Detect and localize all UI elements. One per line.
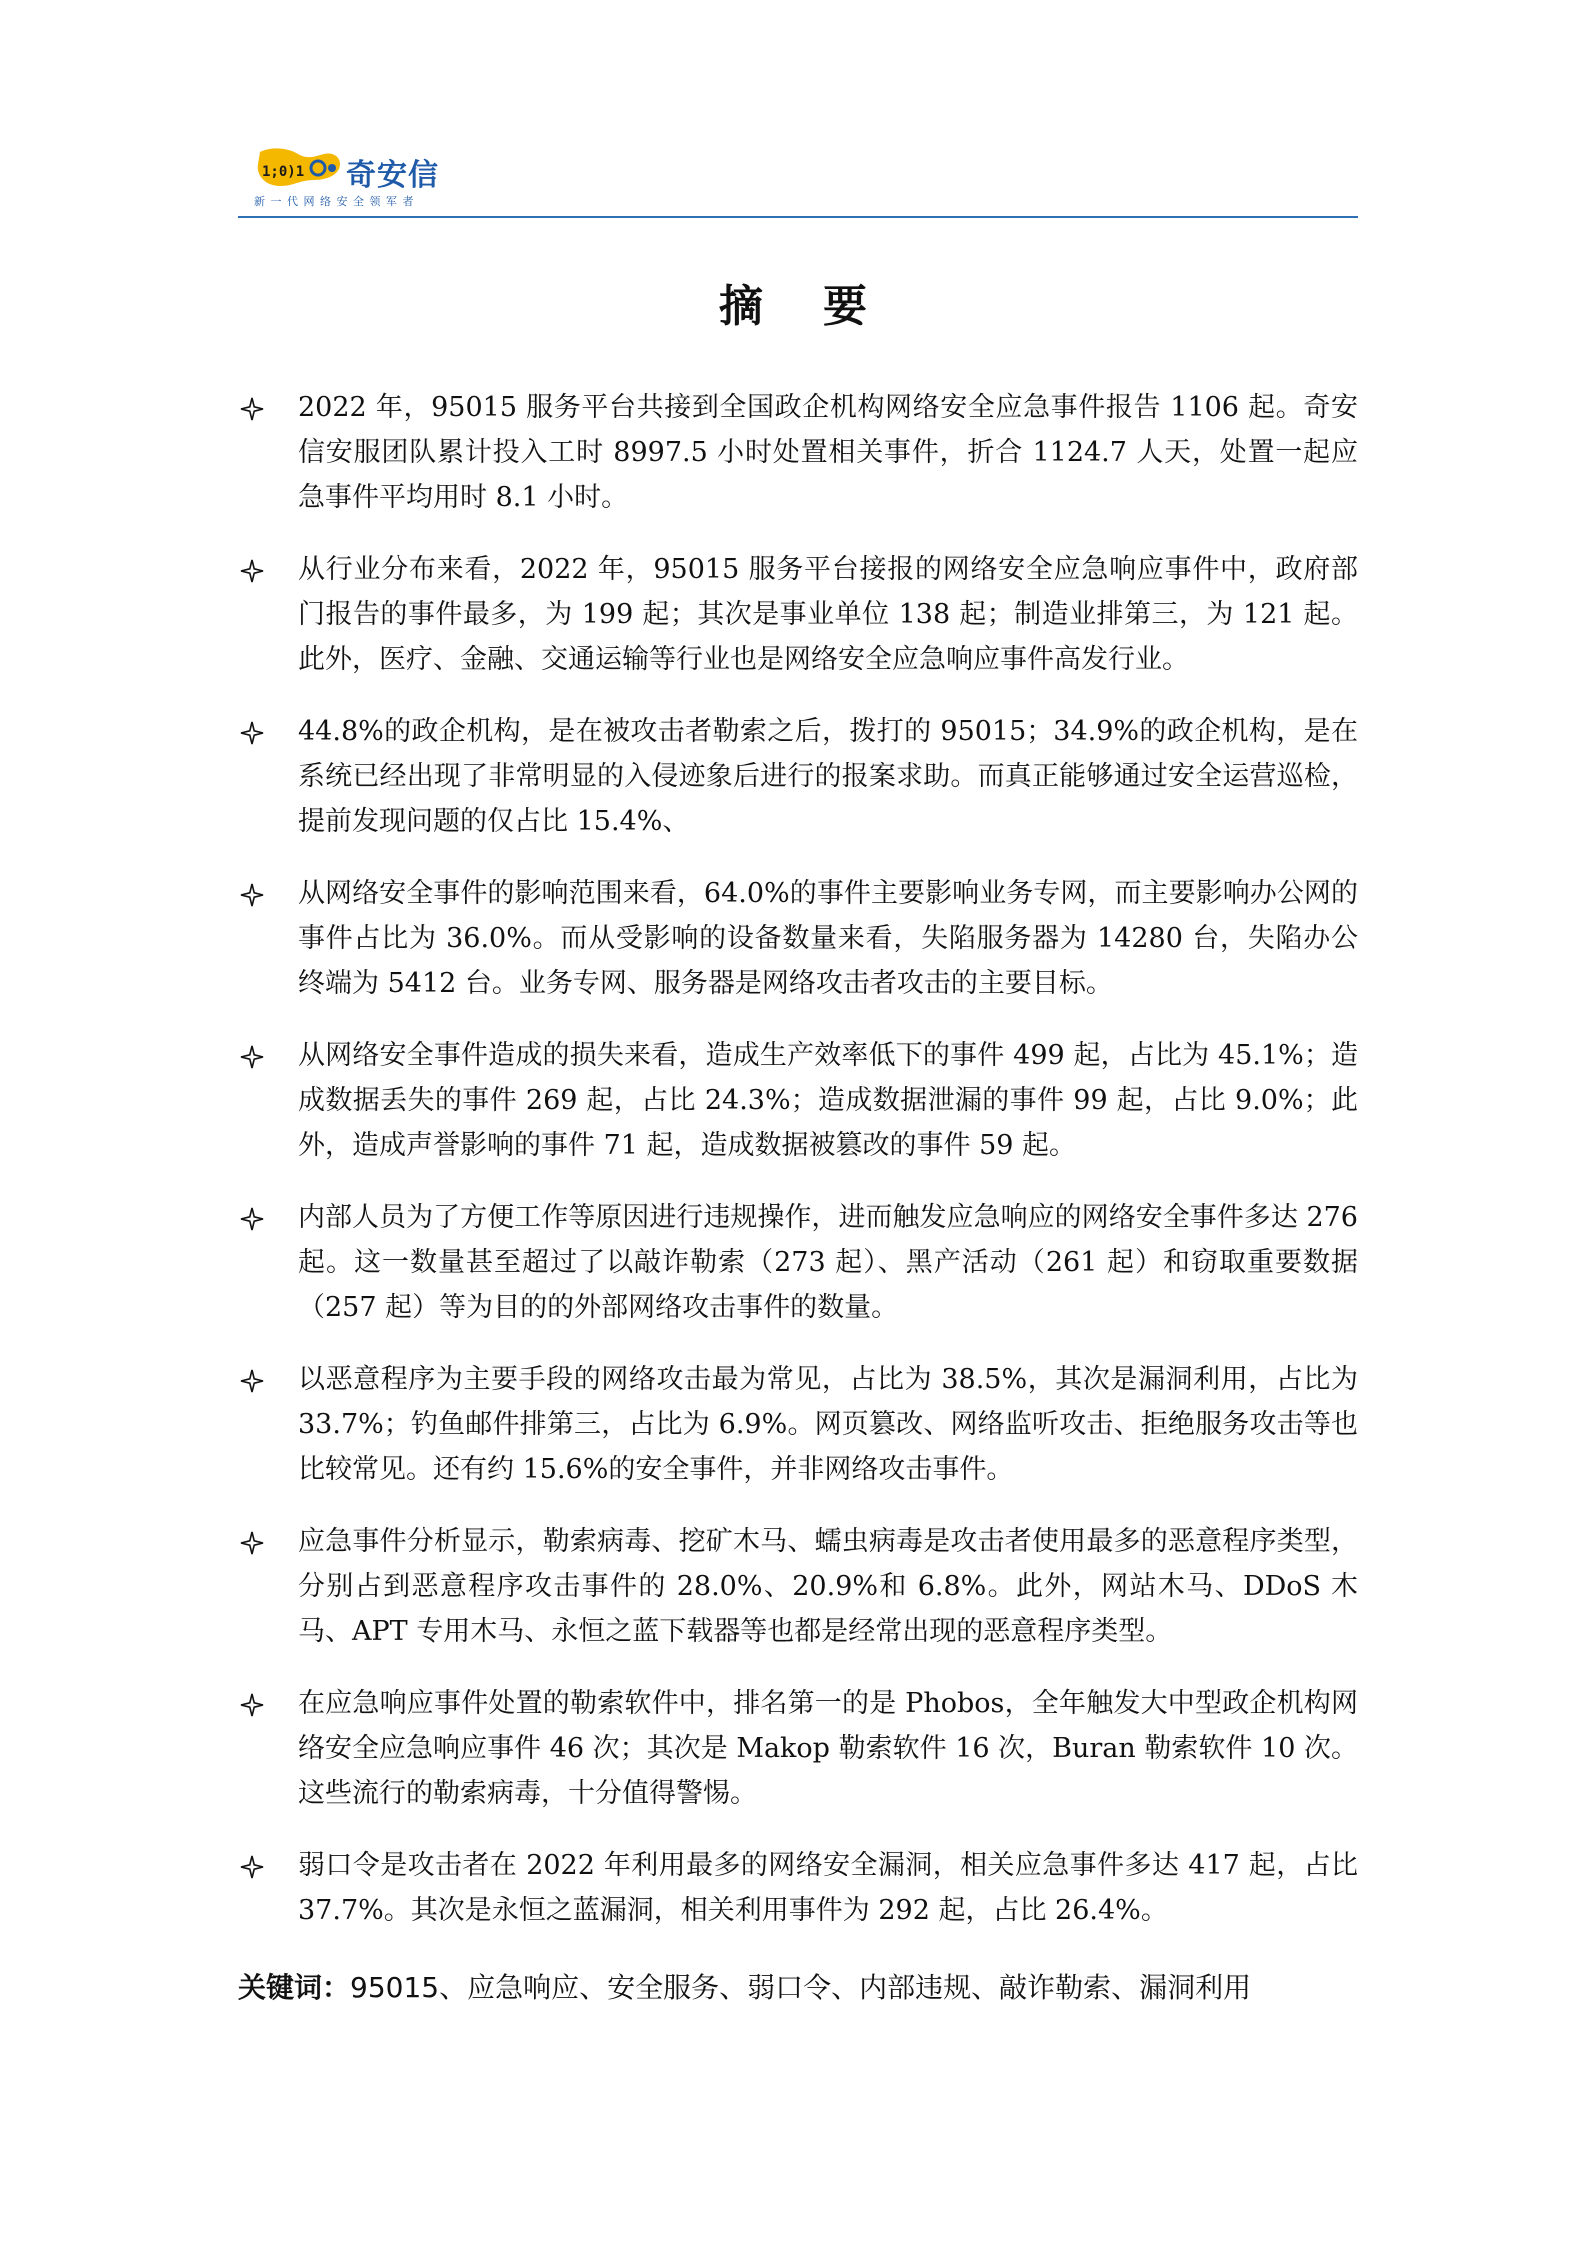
page-title: 摘要 (719, 281, 927, 332)
summary-item (238, 1357, 1358, 1492)
summary-text: 2022 年，95015 服务平台共接到全国政企机构网络安全应急事件报告 1106 起。奇安信安服团队累计投入工时 8997.5 小时处置相关事件，折合 1124.7 人天，处置一起应急事件平均用时 8.1 小时。 (298, 392, 1358, 513)
four-point-star-icon (240, 397, 264, 421)
four-point-star-icon (240, 1207, 264, 1231)
summary-text: 从行业分布来看，2022 年，95015 服务平台接报的网络安全应急响应事件中，政府部门报告的事件最多，为 199 起；其次是事业单位 138 起；制造业排第三，为 121 起。此外，医疗、金融、交通运输等行业也是网络安全应急响应事件高发行业。 (298, 554, 1358, 675)
summary-item (238, 871, 1358, 1006)
logo-name: 奇安信 (346, 158, 439, 193)
summary-text: 内部人员为了方便工作等原因进行违规操作，进而触发应急响应的网络安全事件多达 276 起。这一数量甚至超过了以敲诈勒索（273 起）、黑产活动（261 起）和窃取重要数据（257 起）等为目的的外部网络攻击事件的数量。 (298, 1202, 1358, 1323)
summary-item (238, 709, 1358, 844)
summary-item (238, 1681, 1358, 1816)
summary-text: 从网络安全事件的影响范围来看，64.0%的事件主要影响业务专网，而主要影响办公网的事件占比为 36.0%。而从受影响的设备数量来看，失陷服务器为 14280 台，失陷办公终端为 5412 台。业务专网、服务器是网络攻击者攻击的主要目标。 (298, 878, 1358, 999)
summary-text: 以恶意程序为主要手段的网络攻击最为常见，占比为 38.5%，其次是漏洞利用，占比为 33.7%；钓鱼邮件排第三，占比为 6.9%。网页篡改、网络监听攻击、拒绝服务攻击等也比较常见。还有约 15.6%的安全事件，并非网络攻击事件。 (298, 1364, 1358, 1485)
four-point-star-icon (240, 1369, 264, 1393)
four-point-star-icon (240, 1531, 264, 1555)
four-point-star-icon (240, 1045, 264, 1069)
summary-text: 从网络安全事件造成的损失来看，造成生产效率低下的事件 499 起，占比为 45.1%；造成数据丢失的事件 269 起，占比 24.3%；造成数据泄漏的事件 99 起，占比 9.0%；此外，造成声誉影响的事件 71 起，造成数据被篡改的事件 59 起。 (298, 1040, 1358, 1161)
summary-item (238, 385, 1358, 520)
page-header (238, 138, 1358, 218)
header-divider (238, 216, 1358, 218)
keywords-label: 关键词： (238, 1971, 351, 2004)
qianxin-logo-icon (254, 146, 344, 190)
summary-item (238, 1033, 1358, 1168)
keywords-text: 95015、应急响应、安全服务、弱口令、内部违规、敲诈勒索、漏洞利用 (350, 1971, 1252, 2004)
four-point-star-icon (240, 721, 264, 745)
summary-item (238, 1843, 1358, 1933)
svg-text:1;0)1: 1;0)1 (262, 164, 305, 180)
summary-item (238, 1519, 1358, 1654)
summary-item (238, 1195, 1358, 1330)
summary-text: 弱口令是攻击者在 2022 年利用最多的网络安全漏洞，相关应急事件多达 417 起，占比 37.7%。其次是永恒之蓝漏洞，相关利用事件为 292 起，占比 26.4%。 (298, 1850, 1358, 1926)
four-point-star-icon (240, 1693, 264, 1717)
four-point-star-icon (240, 883, 264, 907)
summary-text: 在应急响应事件处置的勒索软件中，排名第一的是 Phobos，全年触发大中型政企机构网络安全应急响应事件 46 次；其次是 Makop 勒索软件 16 次，Buran 勒索软件 10 次。这些流行的勒索病毒，十分值得警惕。 (298, 1688, 1358, 1809)
logo-tagline: 新一代网络安全领军者 (254, 195, 419, 208)
four-point-star-icon (240, 1855, 264, 1879)
keywords-line (238, 1968, 1358, 2008)
summary-item (238, 547, 1358, 682)
four-point-star-icon (240, 559, 264, 583)
brand-logo (254, 146, 484, 208)
summary-text: 应急事件分析显示，勒索病毒、挖矿木马、蠕虫病毒是攻击者使用最多的恶意程序类型，分别占到恶意程序攻击事件的 28.0%、20.9%和 6.8%。此外，网站木马、DDoS 木马、APT 专用木马、永恒之蓝下载器等也都是经常出现的恶意程序类型。 (298, 1526, 1358, 1647)
summary-text: 44.8%的政企机构，是在被攻击者勒索之后，拨打的 95015；34.9%的政企机构，是在系统已经出现了非常明显的入侵迹象后进行的报案求助。而真正能够通过安全运营巡检，提前发现问题的仅占比 15.4%、 (298, 716, 1358, 837)
summary-list (238, 385, 1358, 1960)
